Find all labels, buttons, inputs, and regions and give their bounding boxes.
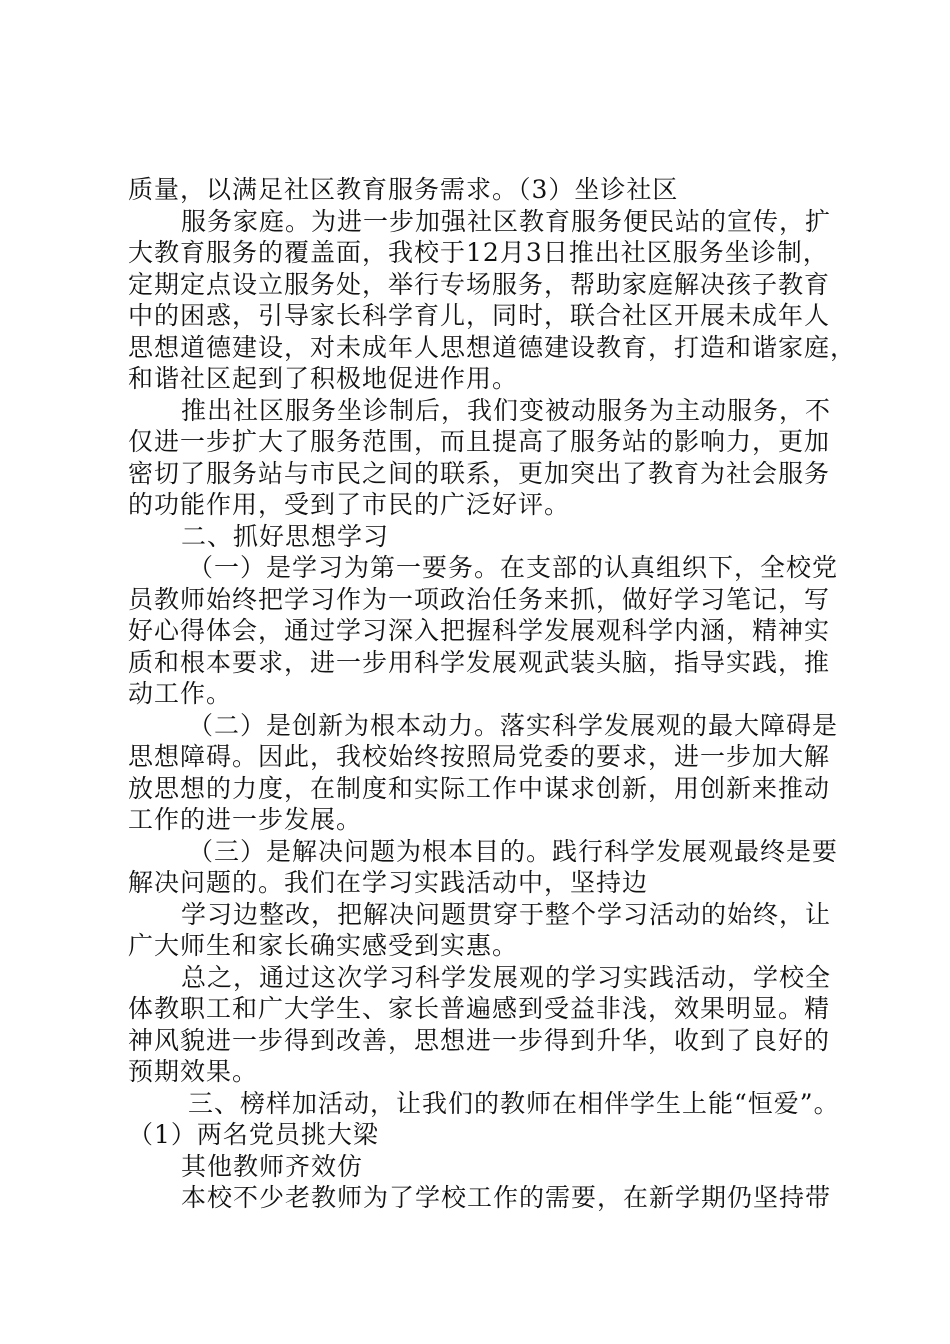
document-body [128,174,857,1214]
text-line: 推出社区服务坐诊制后，我们变被动服务为主动服务，不 [181,395,832,425]
text-line: 体教职工和广大学生、家长普遍感到受益非浅，效果明显。精 [128,994,831,1023]
text-line: （一）是学习为第一要务。在支部的认真组织下，全校党 [188,553,839,582]
text-line: 二、抓好思想学习 [181,521,390,551]
text-line: 神风貌进一步得到改善，思想进一步得到升华，收到了良好的 [128,1025,831,1055]
text-line: （1）两名党员挑大梁 [128,1120,379,1149]
text-line: （二）是创新为根本动力。落实科学发展观的最大障碍是 [188,710,839,740]
text-line: 预期效果。 [128,1057,259,1086]
text-line: 学习边整改，把解决问题贯穿于整个学习活动的始终，让 [181,899,832,929]
text-line: 仅进一步扩大了服务范围，而且提高了服务站的影响力，更加 [128,427,831,456]
text-line: 动工作。 [128,679,233,708]
text-line: 质量，以满足社区教育服务需求。（3）坐诊社区 [128,175,679,204]
text-line: 放思想的力度，在制度和实际工作中谋求创新，用创新来推动 [128,773,831,803]
text-line: 总之，通过这次学习科学发展观的学习实践活动，学校全 [181,962,832,992]
text-line: 定期定点设立服务处，举行专场服务，帮助家庭解决孩子教育 [128,269,831,299]
text-line: 员教师始终把学习作为一项政治任务来抓，做好学习笔记，写 [128,584,831,614]
text-line: 的功能作用，受到了市民的广泛好评。 [128,490,571,519]
text-line: 工作的进一步发展。 [128,805,363,834]
text-line: 思想障碍。因此，我校始终按照局党委的要求，进一步加大解 [128,742,831,771]
text-line: 服务家庭。为进一步加强社区教育服务便民站的宣传，扩 [181,206,832,236]
text-line: 解决问题的。我们在学习实践活动中，坚持边 [128,868,649,897]
text-line: （三）是解决问题为根本目的。践行科学发展观最终是要 [188,836,839,866]
text-line: 广大师生和家长确实感受到实惠。 [128,931,519,960]
text-line: 和谐社区起到了积极地促进作用。 [128,364,519,393]
text-line: 思想道德建设，对未成年人思想道德建设教育，打造和谐家庭， [128,332,857,362]
text-line: 三、榜样加活动，让我们的教师在相伴学生上能“恒爱”。 [188,1088,840,1118]
text-line: 本校不少老教师为了学校工作的需要，在新学期仍坚持带 [181,1183,832,1212]
text-line: 密切了服务站与市民之间的联系，更加突出了教育为社会服务 [128,458,831,488]
text-line: 好心得体会，通过学习深入把握科学发展观科学内涵，精神实 [128,616,831,645]
text-line: 其他教师齐效仿 [181,1151,364,1181]
text-line: 中的困惑，引导家长科学育儿，同时，联合社区开展未成年人 [128,301,831,330]
text-line: 大教育服务的覆盖面，我校于12月3日推出社区服务坐诊制， [128,238,829,267]
text-line: 质和根本要求，进一步用科学发展观武装头脑，指导实践，推 [128,647,831,677]
